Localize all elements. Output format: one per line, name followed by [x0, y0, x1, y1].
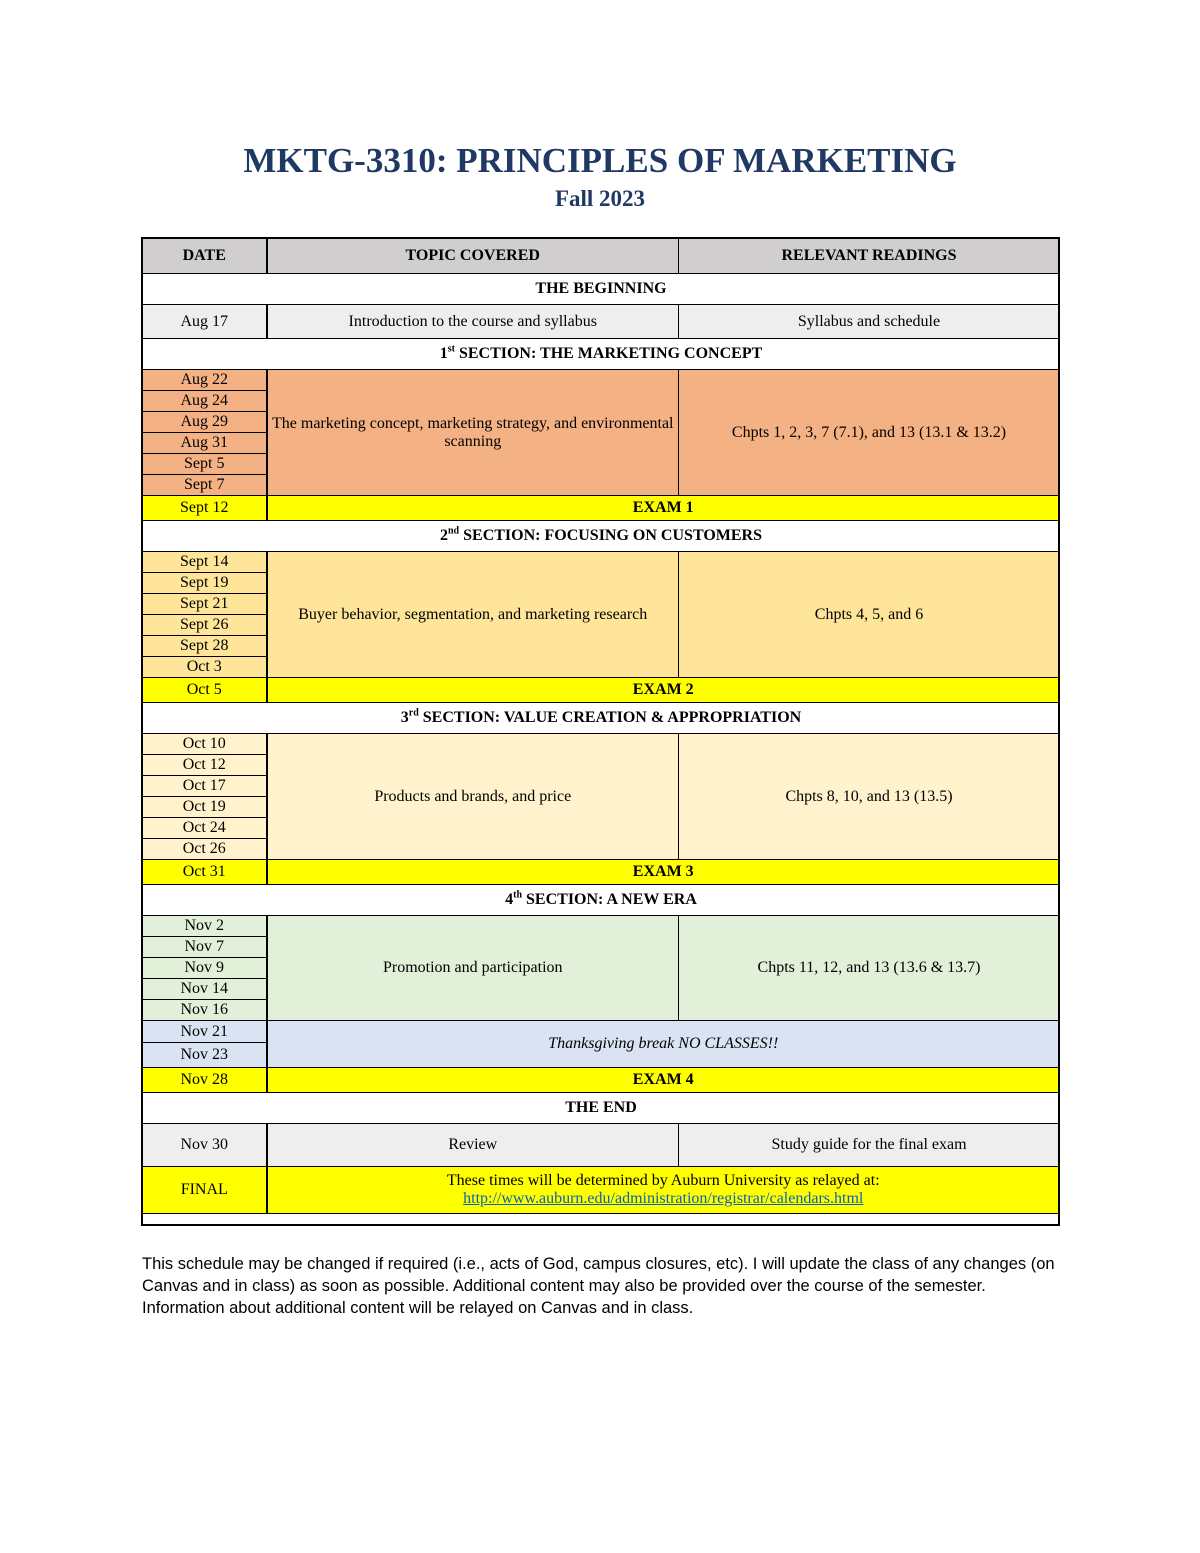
section-number: 2: [440, 527, 448, 544]
topic-cell: Introduction to the course and syllabus: [267, 305, 679, 339]
section-header-end: [143, 1093, 1060, 1124]
section-header-2: [143, 521, 1060, 552]
table-row: [143, 734, 1060, 755]
readings-cell: Chpts 11, 12, and 13 (13.6 & 13.7): [679, 916, 1060, 1021]
date-cell: Nov 30: [143, 1124, 267, 1167]
section-title: SECTION: A NEW ERA: [526, 891, 697, 908]
date-cell: Nov 16: [143, 1000, 267, 1021]
column-header-topic: TOPIC COVERED: [267, 239, 679, 274]
exam-label: EXAM 3: [267, 860, 1060, 885]
column-header-date: DATE: [143, 239, 267, 274]
column-header-readings: RELEVANT READINGS: [679, 239, 1060, 274]
date-cell: Aug 29: [143, 412, 267, 433]
section-header-4: [143, 885, 1060, 916]
section-title: SECTION: THE MARKETING CONCEPT: [458, 345, 763, 362]
date-cell: Aug 17: [143, 305, 267, 339]
section-label: [143, 703, 1060, 734]
section-label: [143, 521, 1060, 552]
schedule-table: [142, 238, 1060, 1214]
date-cell: Sept 14: [143, 552, 267, 573]
schedule-note: This schedule may be changed if required (i.e., acts of God, campus closures, etc). I will update the class of any changes (on Canvas and in class) as soon as possible. Additional content may also be provided over the course of the semester. Information about additional content will be relayed on Canvas and in class.: [142, 1255, 1055, 1317]
section-header-3: [143, 703, 1060, 734]
date-cell: Nov 23: [143, 1043, 267, 1068]
section-ordinal: th: [513, 889, 523, 901]
section-ordinal: rd: [408, 707, 419, 719]
date-cell: Sept 5: [143, 454, 267, 475]
section-label: THE BEGINNING: [143, 274, 1060, 305]
thanksgiving-cell: Thanksgiving break NO CLASSES!!: [267, 1021, 1060, 1068]
final-row: [143, 1167, 1060, 1214]
section-number: 1: [439, 345, 448, 362]
date-cell: Oct 10: [143, 734, 267, 755]
exam-row-3: [143, 860, 1060, 885]
date-cell: Oct 26: [143, 839, 267, 860]
topic-cell: Products and brands, and price: [267, 734, 679, 860]
topic-cell: Promotion and participation: [267, 916, 679, 1021]
date-cell: Sept 26: [143, 615, 267, 636]
date-cell: Nov 14: [143, 979, 267, 1000]
registrar-calendar-link[interactable]: http://www.auburn.edu/administration/registrar/calendars.html: [463, 1190, 864, 1207]
page-title: MKTG-3310: PRINCIPLES OF MARKETING: [243, 141, 957, 180]
exam-label: EXAM 4: [267, 1068, 1060, 1093]
section-label: [143, 339, 1060, 370]
date-cell: Sept 19: [143, 573, 267, 594]
exam-date: Sept 12: [143, 496, 267, 521]
section-ordinal: st: [447, 343, 455, 355]
section-number: 4: [505, 891, 514, 908]
section-header-beginning: [143, 274, 1060, 305]
date-cell: Nov 2: [143, 916, 267, 937]
date-cell: Oct 24: [143, 818, 267, 839]
final-info-cell: [267, 1167, 1060, 1214]
date-cell: Aug 31: [143, 433, 267, 454]
table-row: [143, 916, 1060, 937]
readings-cell: Study guide for the final exam: [679, 1124, 1060, 1167]
date-cell: Sept 21: [143, 594, 267, 615]
table-row: [143, 1021, 1060, 1043]
date-cell: Nov 7: [143, 937, 267, 958]
table-header-row: [143, 239, 1060, 274]
table-row: [143, 1124, 1060, 1167]
date-cell: Oct 3: [143, 657, 267, 678]
date-cell: Nov 9: [143, 958, 267, 979]
readings-cell: Chpts 8, 10, and 13 (13.5): [679, 734, 1060, 860]
section-title: SECTION: VALUE CREATION & APPROPRIATION: [422, 709, 802, 726]
final-info-text: These times will be determined by Auburn University as relayed at:: [446, 1172, 880, 1189]
date-cell: Oct 12: [143, 755, 267, 776]
exam-row-2: [143, 678, 1060, 703]
exam-date: Oct 31: [143, 860, 267, 885]
topic-cell: Buyer behavior, segmentation, and marketing research: [267, 552, 679, 678]
section-label: THE END: [143, 1093, 1060, 1124]
table-row: [143, 552, 1060, 573]
readings-cell: Chpts 1, 2, 3, 7 (7.1), and 13 (13.1 & 13.2): [679, 370, 1060, 496]
section-ordinal: nd: [448, 525, 460, 537]
term-subtitle: Fall 2023: [554, 186, 646, 211]
section-title: SECTION: FOCUSING ON CUSTOMERS: [463, 527, 762, 544]
table-row: [143, 370, 1060, 391]
section-number: 3: [400, 709, 409, 726]
date-cell: Sept 28: [143, 636, 267, 657]
exam-label: EXAM 2: [267, 678, 1060, 703]
exam-label: EXAM 1: [267, 496, 1060, 521]
date-cell: Aug 24: [143, 391, 267, 412]
topic-cell: The marketing concept, marketing strategy, and environmental scanning: [267, 370, 679, 496]
exam-row-4: [143, 1068, 1060, 1093]
date-cell: Oct 17: [143, 776, 267, 797]
date-cell: Nov 21: [143, 1021, 267, 1043]
topic-cell: Review: [267, 1124, 679, 1167]
section-header-1: [143, 339, 1060, 370]
exam-date: Nov 28: [143, 1068, 267, 1093]
exam-row-1: [143, 496, 1060, 521]
date-cell: Sept 7: [143, 475, 267, 496]
section-label: [143, 885, 1060, 916]
exam-date: Oct 5: [143, 678, 267, 703]
final-date-cell: FINAL: [143, 1167, 267, 1214]
readings-cell: Syllabus and schedule: [679, 305, 1060, 339]
date-cell: Aug 22: [143, 370, 267, 391]
readings-cell: Chpts 4, 5, and 6: [679, 552, 1060, 678]
table-row: [143, 305, 1060, 339]
date-cell: Oct 19: [143, 797, 267, 818]
